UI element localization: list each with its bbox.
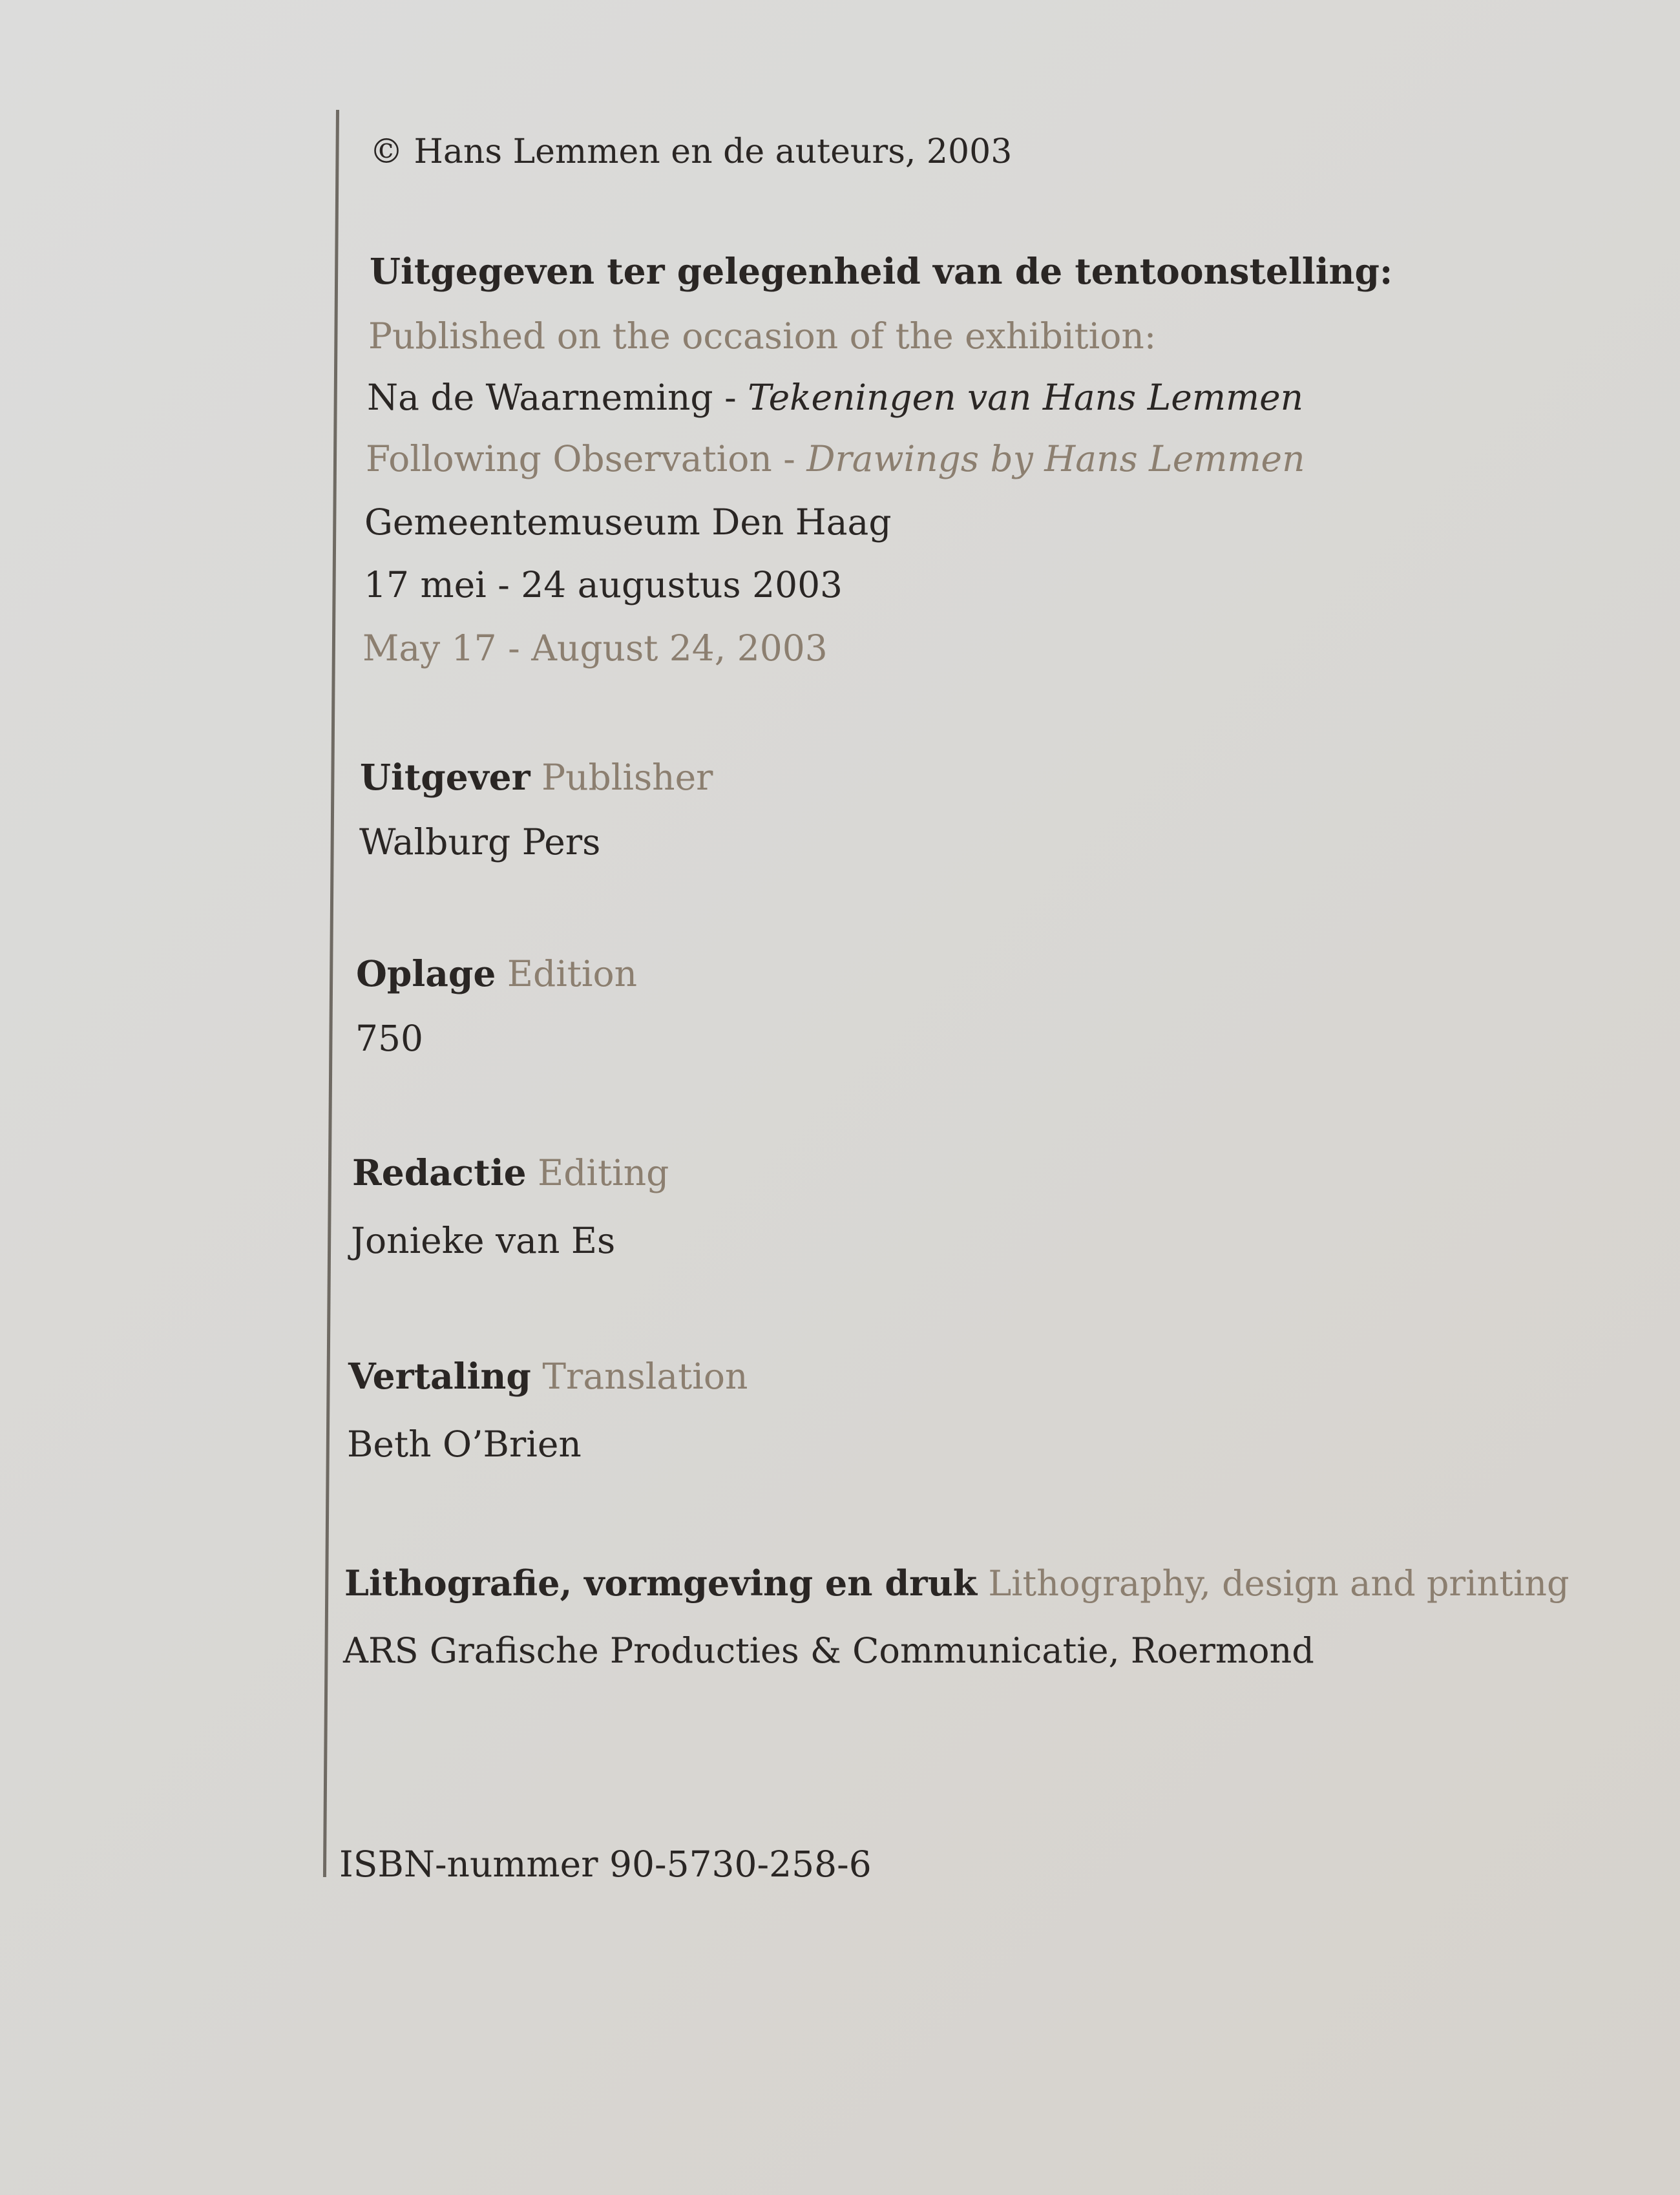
credit-value-edition: 750	[355, 1018, 423, 1059]
dates-nl: 17 mei - 24 augustus 2003	[364, 564, 843, 605]
dates-en: May 17 - August 24, 2003	[362, 627, 828, 669]
credit-value-editing: Jonieke van Es	[351, 1220, 616, 1261]
exhibition-title-nl	[367, 375, 1303, 420]
credit-label-translation-en: Translation	[542, 1356, 748, 1397]
credit-label-edition-en: Edition	[507, 953, 638, 994]
occasion-heading-en: Published on the occasion of the exhibition:	[368, 315, 1157, 357]
credit-label-printing-en: Lithography, design and printing	[988, 1563, 1570, 1604]
exhibition-title-nl-sub: Tekeningen van Hans Lemmen	[748, 377, 1304, 418]
venue: Gemeentemuseum Den Haag	[364, 501, 892, 543]
credit-label-editing-nl: Redactie	[352, 1151, 527, 1193]
credit-label-edition	[356, 951, 637, 996]
credit-label-editing-en: Editing	[538, 1152, 669, 1193]
credit-label-editing	[352, 1150, 669, 1195]
isbn-line: ISBN-nummer 90-5730-258-6	[339, 1843, 872, 1885]
credit-label-edition-nl: Oplage	[356, 952, 496, 994]
credit-label-publisher-en: Publisher	[541, 757, 713, 798]
exhibition-title-en	[366, 436, 1305, 481]
vertical-rule	[323, 110, 339, 1877]
exhibition-title-nl-main: Na de Waarneming -	[367, 377, 748, 418]
occasion-heading-nl: Uitgegeven ter gelegenheid van de tentoonstelling:	[370, 250, 1393, 292]
credit-label-printing	[344, 1560, 1570, 1606]
credit-value-translation: Beth O’Brien	[347, 1423, 582, 1465]
credit-label-publisher-nl: Uitgever	[360, 756, 530, 798]
credit-label-translation	[348, 1354, 748, 1399]
exhibition-title-en-sub: Drawings by Hans Lemmen	[806, 438, 1305, 479]
credit-value-publisher: Walburg Pers	[359, 821, 601, 863]
credit-label-publisher	[360, 755, 713, 800]
copyright-line: © Hans Lemmen en de auteurs, 2003	[370, 132, 1013, 171]
credit-label-translation-nl: Vertaling	[348, 1355, 531, 1397]
credit-value-printing: ARS Grafische Producties & Communicatie, Roermond	[343, 1630, 1314, 1671]
credit-label-printing-nl: Lithografie, vormgeving en druk	[344, 1562, 978, 1604]
exhibition-title-en-main: Following Observation -	[366, 438, 807, 479]
